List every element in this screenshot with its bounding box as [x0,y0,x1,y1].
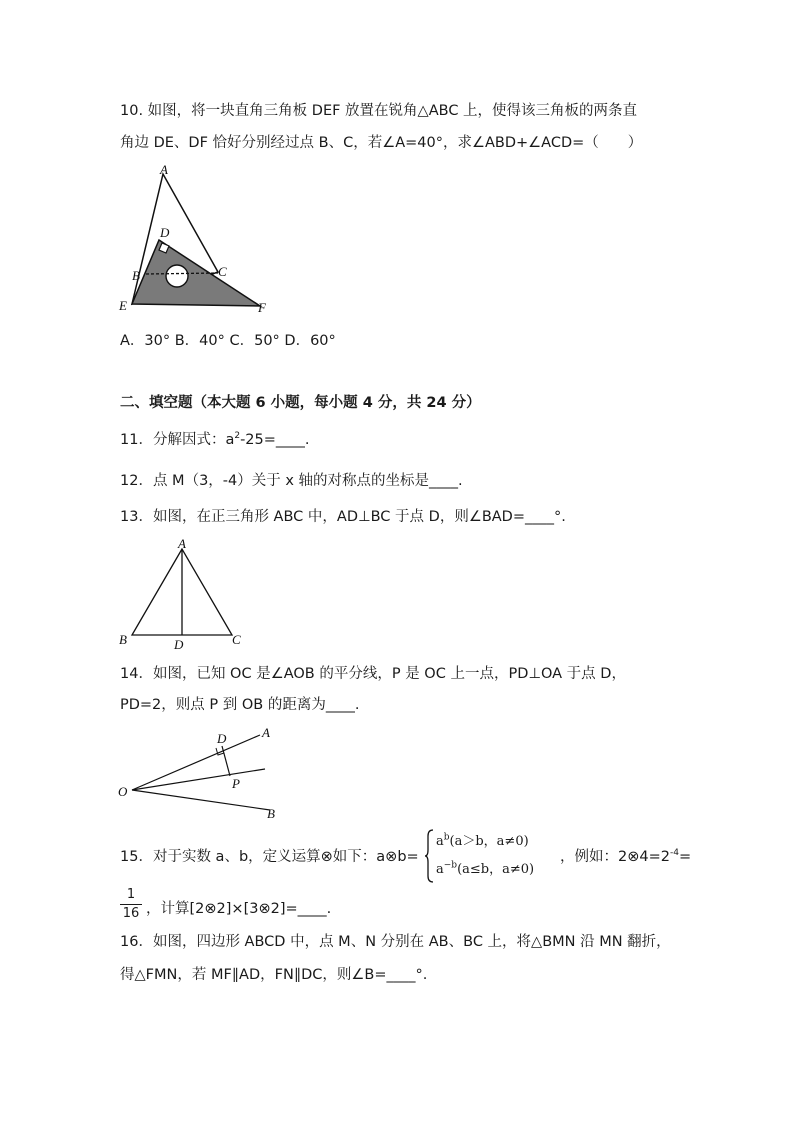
q15-example [560,847,691,867]
q15-example-suffix: = [678,849,692,865]
q15-case1-exp: b [443,832,450,843]
q15-line2: ，计算[2⊗2]×[3⊗2]=____. [146,901,332,917]
q15-case1-base: a [436,834,444,849]
q10-figure [118,160,278,320]
fraction-denominator: 16 [122,906,140,921]
ray-oa [132,735,260,790]
q15-case2 [436,860,534,880]
q10-options: A．30° B．40° C．50° D．60° [120,333,336,349]
q16-line1: 16．如图，四边形 ABCD 中，点 M、N 分别在 AB、BC 上，将△BMN 沿 MN 翻折， [120,934,671,950]
q12-line: 12．点 M（3，-4）关于 x 轴的对称点的坐标是____. [120,473,463,489]
q15-prefix: 15．对于实数 a、b，定义运算⊗如下：a⊗b= [120,849,419,865]
q15-example-prefix: ，例如：2⊗4=2 [560,849,670,865]
q10-line1: 10. 如图，将一块直角三角板 DEF 放置在锐角△ABC 上，使得该三角板的两条直 [120,103,638,119]
q11-suffix: -25=____. [240,432,310,448]
label-a: A [178,536,186,551]
fraction-numerator: 1 [120,887,142,905]
q15-fraction [120,887,142,922]
q10-line2: 角边 DE、DF 恰好分别经过点 B、C，若∠A=40°，求∠ABD+∠ACD=（ ） [120,135,643,151]
q15-example-exp: -4 [669,848,679,859]
label-f: F [258,300,266,315]
q11-exponent: 2 [234,431,241,442]
segment-pd [222,746,230,776]
q15-case1-cond: (a＞b，a≠0) [449,834,529,849]
q11-prefix: 11．分解因式：a [120,432,235,448]
label-c: C [232,632,241,647]
q15-case1 [436,832,529,852]
q14-line2: PD=2，则点 P 到 OB 的距离为____. [120,697,360,713]
q13-figure [118,535,248,650]
q11-line [120,430,310,450]
q14-line1: 14．如图，已知 OC 是∠AOB 的平分线，P 是 OC 上一点，PD⊥OA 于点 D， [120,666,626,682]
label-b: B [119,632,127,647]
ray-oc [132,769,265,790]
label-b: B [132,268,140,283]
label-e: E [119,298,127,313]
q15-case2-cond: (a≤b，a≠0) [457,862,535,877]
q13-line: 13．如图，在正三角形 ABC 中，AD⊥BC 于点 D，则∠BAD=____°. [120,509,566,525]
label-d: D [160,225,170,240]
label-d: D [174,637,184,650]
label-c: C [218,264,227,279]
label-o: O [118,784,128,799]
ray-ob [132,790,270,810]
brace-icon [424,828,434,884]
q14-figure [112,722,282,822]
label-a: A [160,162,168,177]
q16-line2: 得△FMN，若 MF∥AD，FN∥DC，则∠B=____°. [120,967,428,983]
section-title: 二、填空题（本大题 6 小题，每小题 4 分，共 24 分） [120,395,481,411]
label-p: P [232,776,240,791]
label-d: D [217,731,227,746]
set-square-hole [166,265,188,287]
q15-case2-exp: −b [443,860,458,871]
q15-case2-base: a [436,862,444,877]
label-a: A [262,725,270,740]
label-b: B [267,806,275,821]
